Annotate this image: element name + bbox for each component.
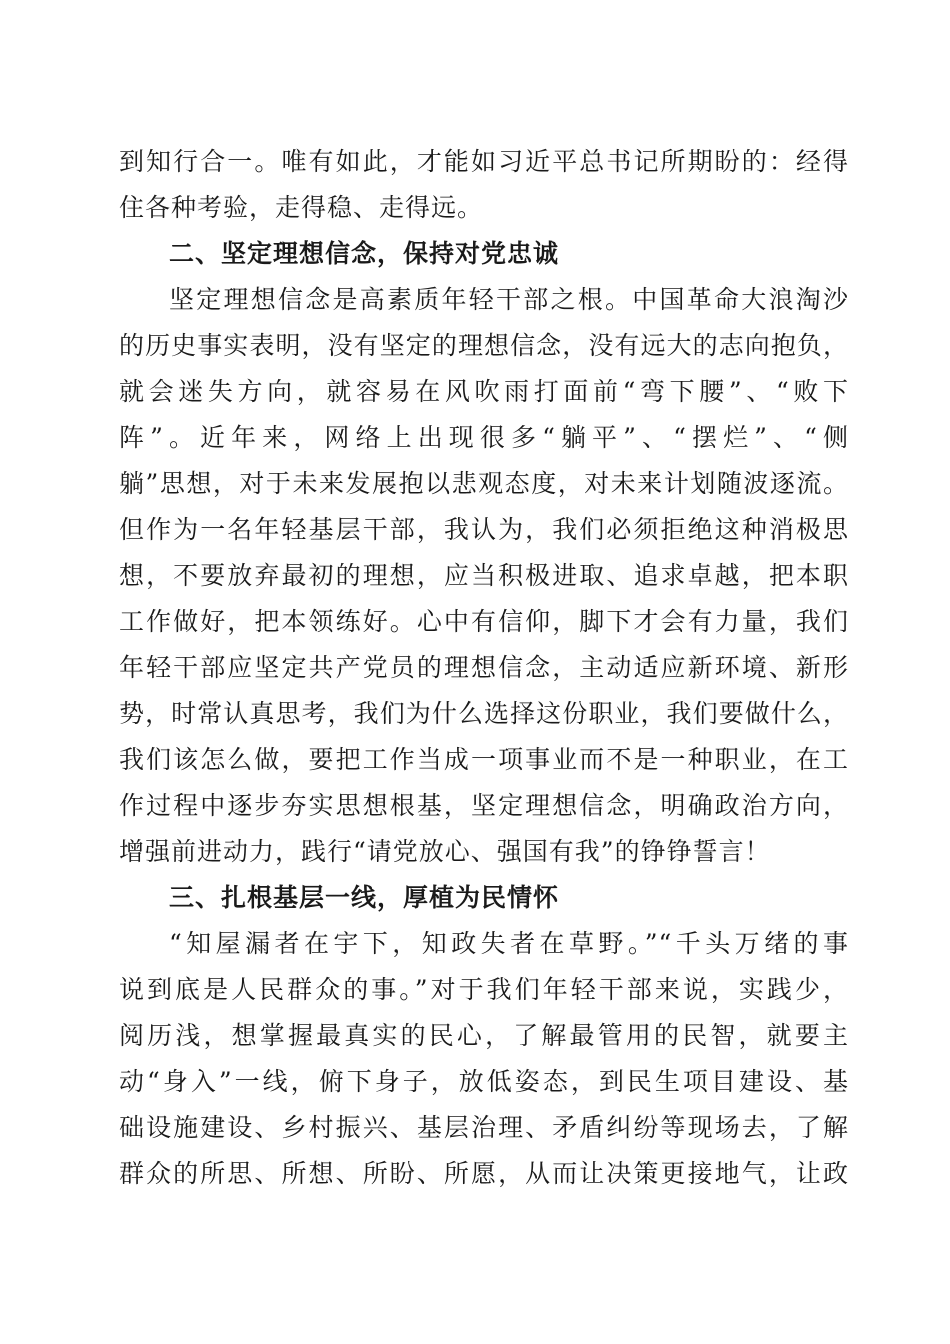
paragraph-line: 到知行合一。唯有如此，才能如习近平总书记所期盼的：经得 [119, 147, 849, 176]
paragraph-line: 就会迷失方向，就容易在风吹雨打面前“弯下腰”、“败下 [119, 377, 849, 406]
paragraph-line: 增强前进动力，践行“请党放心、强国有我”的铮铮誓言！ [119, 837, 771, 866]
paragraph-line: 动“身入”一线，俯下身子，放低姿态，到民生项目建设、基 [119, 1067, 849, 1096]
paragraph-line: 工作做好，把本领练好。心中有信仰，脚下才会有力量，我们 [119, 607, 849, 636]
paragraph-line: 势，时常认真思考，我们为什么选择这份职业，我们要做什么， [119, 699, 849, 728]
paragraph-line: 础设施建设、乡村振兴、基层治理、矛盾纠纷等现场去，了解 [119, 1113, 849, 1142]
paragraph-line: 躺”思想，对于未来发展抱以悲观态度，对未来计划随波逐流。 [119, 469, 849, 498]
section-heading-3: 三、扎根基层一线，厚植为民情怀 [169, 883, 560, 912]
paragraph-line: 我们该怎么做，要把工作当成一项事业而不是一种职业，在工 [119, 745, 849, 774]
paragraph-line: 的历史事实表明，没有坚定的理想信念，没有远大的志向抱负， [119, 331, 849, 360]
paragraph-line: 坚定理想信念是高素质年轻干部之根。中国革命大浪淘沙 [169, 285, 849, 314]
paragraph-line: 阵”。近年来，网络上出现很多“躺平”、“摆烂”、“侧 [119, 423, 849, 452]
paragraph-line: 作过程中逐步夯实思想根基，坚定理想信念，明确政治方向， [119, 791, 849, 820]
section-heading-2: 二、坚定理想信念，保持对党忠诚 [169, 239, 560, 268]
paragraph-line: “知屋漏者在宇下，知政失者在草野。”“千头万绪的事 [169, 929, 849, 958]
paragraph-line: 年轻干部应坚定共产党员的理想信念，主动适应新环境、新形 [119, 653, 849, 682]
paragraph-line: 住各种考验，走得稳、走得远。 [119, 193, 484, 222]
paragraph-line: 阅历浅，想掌握最真实的民心，了解最管用的民智，就要主 [119, 1021, 849, 1050]
paragraph-line: 想，不要放弃最初的理想，应当积极进取、追求卓越，把本职 [119, 561, 849, 590]
paragraph-line: 说到底是人民群众的事。”对于我们年轻干部来说，实践少， [119, 975, 849, 1004]
paragraph-line: 群众的所思、所想、所盼、所愿，从而让决策更接地气，让政 [119, 1159, 849, 1188]
paragraph-line: 但作为一名年轻基层干部，我认为，我们必须拒绝这种消极思 [119, 515, 849, 544]
